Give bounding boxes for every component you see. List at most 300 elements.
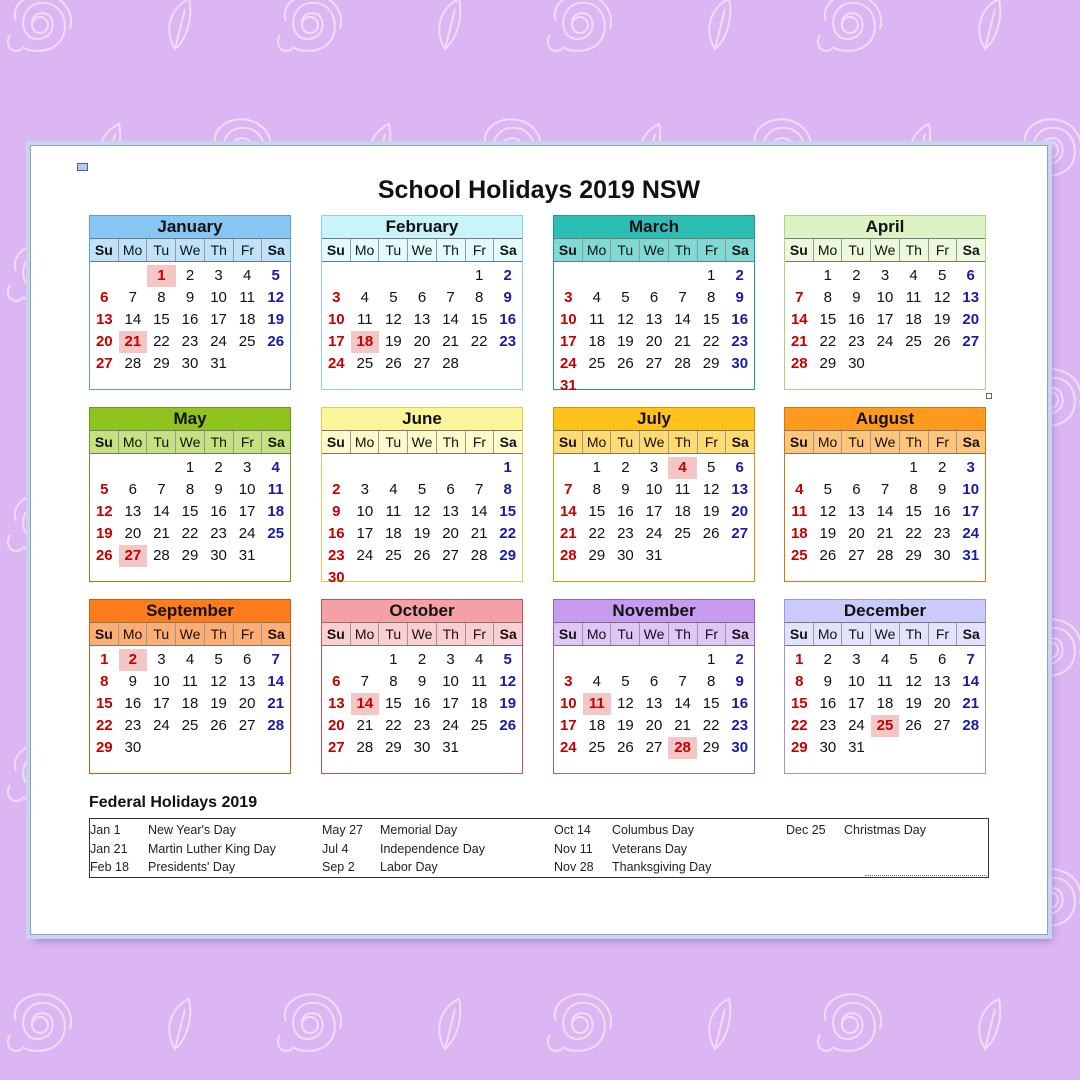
weekday-label: Tu bbox=[147, 431, 176, 453]
day-cell: 21 bbox=[674, 717, 691, 734]
day-cell: 4 bbox=[185, 651, 195, 668]
day-cell: 10 bbox=[356, 503, 374, 520]
holiday-date: Sep 2 bbox=[322, 860, 355, 874]
day-cell: 20 bbox=[327, 717, 345, 734]
weekday-label: Su bbox=[554, 623, 583, 645]
day-cell: 27 bbox=[848, 547, 865, 564]
weekday-header bbox=[785, 430, 985, 454]
leaf-decoration-icon bbox=[709, 0, 730, 49]
holiday-row bbox=[554, 858, 711, 877]
day-cell: 19 bbox=[267, 311, 285, 328]
day-cell: 15 bbox=[790, 695, 808, 712]
day-cell: 20 bbox=[442, 525, 459, 542]
day-cell: 20 bbox=[731, 503, 749, 520]
month-name: March bbox=[554, 216, 754, 238]
day-cell: 3 bbox=[852, 651, 861, 668]
day-cell: 7 bbox=[966, 651, 975, 668]
day-cell: 7 bbox=[157, 481, 166, 498]
weekday-label: We bbox=[640, 623, 669, 645]
day-cell: 10 bbox=[327, 311, 345, 328]
day-cell: 31 bbox=[848, 739, 865, 756]
weekday-label: Mo bbox=[119, 623, 148, 645]
day-cell: 22 bbox=[385, 717, 402, 734]
day-cell: 3 bbox=[360, 481, 370, 498]
day-cell: 26 bbox=[617, 355, 634, 372]
day-cell: 6 bbox=[966, 267, 975, 284]
day-cell: 6 bbox=[446, 481, 455, 498]
weekday-header bbox=[322, 622, 522, 646]
day-cell: 16 bbox=[819, 695, 837, 712]
weekday-label: Sa bbox=[267, 242, 285, 258]
day-cell: 17 bbox=[356, 525, 374, 542]
rose-decoration-icon bbox=[818, 994, 881, 1051]
weekday-label: We bbox=[176, 623, 205, 645]
day-cell: 21 bbox=[962, 695, 980, 712]
day-cell: 2 bbox=[735, 267, 744, 284]
empty-cell bbox=[322, 457, 351, 479]
day-cell: 17 bbox=[848, 695, 865, 712]
weekday-header bbox=[322, 430, 522, 454]
weekday-label: We bbox=[176, 239, 205, 261]
day-cell: 1 bbox=[706, 267, 716, 284]
weekday-label: Tu bbox=[147, 239, 176, 261]
day-cell: 17 bbox=[210, 311, 227, 328]
empty-cell bbox=[583, 649, 612, 671]
day-cell: 25 bbox=[267, 525, 285, 542]
day-cell: 26 bbox=[617, 739, 634, 756]
weekday-label: Su bbox=[785, 239, 814, 261]
day-cell: 12 bbox=[819, 503, 837, 520]
day-cell: 12 bbox=[905, 673, 922, 690]
day-cell: 8 bbox=[100, 673, 109, 690]
day-cell: 24 bbox=[876, 333, 894, 350]
day-cell: 26 bbox=[499, 717, 517, 734]
day-cell: 16 bbox=[731, 695, 749, 712]
weekday-label: Th bbox=[205, 623, 234, 645]
empty-cell bbox=[351, 265, 380, 287]
holiday-row bbox=[554, 840, 711, 859]
holiday-name: Independence Day bbox=[380, 841, 485, 856]
holiday-date: Jan 1 bbox=[90, 823, 121, 837]
day-cell: 27 bbox=[962, 333, 980, 350]
day-cell: 18 bbox=[876, 695, 894, 712]
day-cell: 15 bbox=[702, 311, 720, 328]
weekday-label: Sa bbox=[499, 434, 517, 450]
day-cell: 26 bbox=[210, 717, 227, 734]
empty-cell bbox=[611, 649, 640, 671]
day-cell: 20 bbox=[124, 525, 142, 542]
day-cell: 17 bbox=[559, 333, 577, 350]
day-cell: 5 bbox=[937, 267, 947, 284]
day-cell: 25 bbox=[588, 739, 606, 756]
day-cell: 9 bbox=[621, 481, 630, 498]
day-cell: 25 bbox=[674, 525, 691, 542]
day-cell: 23 bbox=[210, 525, 227, 542]
day-cell: 5 bbox=[909, 651, 918, 668]
day-cell: 2 bbox=[937, 459, 947, 476]
day-cell: 19 bbox=[617, 717, 634, 734]
rose-decoration-icon bbox=[278, 0, 341, 51]
weekday-label: Su bbox=[554, 239, 583, 261]
holiday-day-cell: 27 bbox=[119, 545, 148, 567]
month-june bbox=[321, 407, 523, 586]
day-cell: 8 bbox=[592, 481, 602, 498]
day-cell: 28 bbox=[470, 547, 488, 564]
day-cell: 19 bbox=[385, 333, 402, 350]
holiday-row bbox=[90, 821, 276, 840]
weekday-label: We bbox=[176, 431, 205, 453]
leaf-decoration-icon bbox=[439, 0, 460, 49]
holiday-column bbox=[554, 821, 711, 877]
day-cell: 11 bbox=[182, 673, 198, 690]
day-cell: 4 bbox=[909, 267, 918, 284]
day-cell: 7 bbox=[880, 481, 890, 498]
day-cell: 31 bbox=[442, 739, 459, 756]
day-cell: 5 bbox=[621, 289, 630, 306]
day-cell: 26 bbox=[819, 547, 837, 564]
day-cell: 15 bbox=[702, 695, 720, 712]
day-grid bbox=[785, 262, 985, 375]
day-cell: 5 bbox=[389, 289, 398, 306]
day-cell: 11 bbox=[905, 289, 922, 306]
empty-cell bbox=[611, 265, 640, 287]
empty-cell bbox=[465, 457, 494, 479]
holiday-date: Nov 11 bbox=[554, 841, 593, 856]
day-cell: 12 bbox=[499, 673, 517, 690]
weekday-header bbox=[90, 430, 290, 454]
footer-note-line bbox=[865, 875, 987, 878]
day-cell: 4 bbox=[795, 481, 804, 498]
day-cell: 17 bbox=[645, 503, 663, 520]
rose-decoration-icon bbox=[8, 0, 71, 51]
day-cell: 6 bbox=[100, 289, 109, 306]
day-cell: 1 bbox=[795, 651, 804, 668]
weekday-label: Tu bbox=[611, 431, 640, 453]
weekday-header bbox=[554, 238, 754, 262]
day-cell: 30 bbox=[413, 739, 431, 756]
day-cell: 14 bbox=[470, 503, 488, 520]
day-cell: 20 bbox=[962, 311, 980, 328]
day-cell: 7 bbox=[678, 673, 687, 690]
empty-cell bbox=[119, 457, 148, 479]
day-cell: 7 bbox=[564, 481, 573, 498]
day-cell: 18 bbox=[181, 695, 199, 712]
month-name: October bbox=[322, 600, 522, 622]
weekday-label: We bbox=[640, 239, 669, 261]
day-cell: 22 bbox=[181, 525, 199, 542]
day-cell: 9 bbox=[503, 289, 512, 306]
day-cell: 22 bbox=[905, 525, 922, 542]
day-cell: 15 bbox=[385, 695, 402, 712]
month-name: February bbox=[322, 216, 522, 238]
weekday-label: Su bbox=[785, 431, 814, 453]
weekday-header bbox=[785, 238, 985, 262]
day-cell: 30 bbox=[848, 355, 865, 372]
day-cell: 15 bbox=[181, 503, 199, 520]
day-cell: 23 bbox=[731, 333, 749, 350]
day-cell: 3 bbox=[564, 289, 573, 306]
table-handle-icon bbox=[77, 163, 88, 171]
day-cell: 2 bbox=[852, 267, 861, 284]
empty-cell bbox=[119, 265, 148, 287]
weekday-label: Su bbox=[90, 431, 119, 453]
day-cell: 3 bbox=[242, 459, 252, 476]
day-cell: 3 bbox=[157, 651, 166, 668]
day-cell: 5 bbox=[271, 267, 280, 284]
day-cell: 21 bbox=[356, 717, 374, 734]
month-august bbox=[784, 407, 986, 582]
day-cell: 11 bbox=[877, 673, 893, 690]
day-cell: 1 bbox=[706, 651, 716, 668]
month-name: January bbox=[90, 216, 290, 238]
weekday-label: Th bbox=[900, 239, 929, 261]
weekday-label: Fr bbox=[466, 239, 495, 261]
empty-cell bbox=[322, 649, 351, 671]
day-cell: 13 bbox=[731, 481, 749, 498]
holiday-row bbox=[322, 858, 485, 877]
holiday-day-cell: 25 bbox=[871, 715, 900, 737]
day-cell: 16 bbox=[848, 311, 865, 328]
month-march bbox=[553, 215, 755, 394]
day-cell: 13 bbox=[848, 503, 865, 520]
day-cell: 12 bbox=[385, 311, 402, 328]
day-cell: 9 bbox=[185, 289, 195, 306]
day-cell: 14 bbox=[442, 311, 459, 328]
day-cell: 25 bbox=[790, 547, 808, 564]
day-cell: 6 bbox=[332, 673, 341, 690]
weekday-label: Th bbox=[669, 431, 698, 453]
day-cell: 27 bbox=[645, 739, 663, 756]
weekday-label: Th bbox=[900, 431, 929, 453]
day-cell: 31 bbox=[559, 377, 577, 394]
weekday-label: Th bbox=[669, 623, 698, 645]
day-cell: 23 bbox=[848, 333, 865, 350]
day-cell: 3 bbox=[214, 267, 223, 284]
day-cell: 8 bbox=[909, 481, 918, 498]
day-cell: 13 bbox=[327, 695, 345, 712]
day-cell: 12 bbox=[210, 673, 227, 690]
resize-handle-icon bbox=[986, 393, 992, 399]
day-cell: 24 bbox=[210, 333, 227, 350]
day-cell: 26 bbox=[267, 333, 285, 350]
day-cell: 11 bbox=[239, 289, 255, 306]
day-cell: 12 bbox=[95, 503, 113, 520]
day-cell: 5 bbox=[621, 673, 630, 690]
weekday-label: Sa bbox=[267, 434, 285, 450]
day-cell: 15 bbox=[499, 503, 517, 520]
day-cell: 5 bbox=[823, 481, 833, 498]
day-cell: 2 bbox=[823, 651, 833, 668]
day-cell: 25 bbox=[385, 547, 402, 564]
month-july bbox=[553, 407, 755, 582]
weekday-label: Su bbox=[322, 623, 351, 645]
day-cell: 13 bbox=[95, 311, 113, 328]
day-cell: 14 bbox=[153, 503, 170, 520]
day-cell: 2 bbox=[503, 267, 512, 284]
day-cell: 13 bbox=[413, 311, 431, 328]
day-cell: 24 bbox=[848, 717, 865, 734]
rose-decoration-icon bbox=[818, 0, 881, 51]
day-cell: 17 bbox=[962, 503, 980, 520]
day-cell: 16 bbox=[933, 503, 951, 520]
empty-cell bbox=[436, 265, 465, 287]
day-cell: 6 bbox=[242, 651, 252, 668]
leaf-decoration-icon bbox=[169, 999, 190, 1049]
day-cell: 29 bbox=[181, 547, 199, 564]
day-cell: 15 bbox=[588, 503, 606, 520]
day-cell: 10 bbox=[876, 289, 894, 306]
day-cell: 8 bbox=[157, 289, 166, 306]
day-cell: 30 bbox=[327, 569, 345, 586]
day-cell: 12 bbox=[617, 311, 634, 328]
month-december bbox=[784, 599, 986, 774]
empty-cell bbox=[351, 457, 380, 479]
day-cell: 9 bbox=[823, 673, 833, 690]
day-cell: 16 bbox=[499, 311, 517, 328]
empty-cell bbox=[583, 265, 612, 287]
day-grid bbox=[554, 454, 754, 567]
month-name: May bbox=[90, 408, 290, 430]
day-cell: 14 bbox=[267, 673, 285, 690]
day-cell: 25 bbox=[588, 355, 606, 372]
holiday-date: Jan 21 bbox=[90, 841, 128, 856]
weekday-header bbox=[90, 622, 290, 646]
weekday-label: Fr bbox=[698, 623, 727, 645]
day-cell: 23 bbox=[933, 525, 951, 542]
weekday-label: Sa bbox=[731, 626, 749, 642]
empty-cell bbox=[640, 265, 669, 287]
day-cell: 22 bbox=[95, 717, 113, 734]
leaf-decoration-icon bbox=[439, 999, 460, 1049]
weekday-label: Th bbox=[205, 431, 234, 453]
weekday-label: Mo bbox=[583, 239, 612, 261]
day-cell: 16 bbox=[413, 695, 431, 712]
weekday-label: Tu bbox=[611, 239, 640, 261]
weekday-label: We bbox=[871, 239, 900, 261]
day-cell: 2 bbox=[214, 459, 223, 476]
day-cell: 20 bbox=[645, 717, 663, 734]
empty-cell bbox=[554, 649, 583, 671]
day-cell: 12 bbox=[267, 289, 285, 306]
day-cell: 29 bbox=[702, 355, 720, 372]
day-cell: 22 bbox=[588, 525, 606, 542]
day-cell: 17 bbox=[876, 311, 894, 328]
empty-cell bbox=[436, 457, 465, 479]
day-cell: 2 bbox=[185, 267, 195, 284]
day-cell: 6 bbox=[417, 289, 427, 306]
holiday-date: Feb 18 bbox=[90, 860, 129, 874]
day-cell: 14 bbox=[674, 695, 691, 712]
holiday-day-cell: 28 bbox=[668, 737, 697, 759]
day-cell: 4 bbox=[271, 459, 280, 476]
day-cell: 4 bbox=[360, 289, 370, 306]
weekday-label: Su bbox=[90, 623, 119, 645]
empty-cell bbox=[351, 649, 380, 671]
day-cell: 27 bbox=[731, 525, 749, 542]
day-cell: 21 bbox=[790, 333, 808, 350]
day-cell: 12 bbox=[933, 289, 951, 306]
day-cell: 9 bbox=[852, 289, 861, 306]
day-cell: 7 bbox=[128, 289, 138, 306]
weekday-label: Th bbox=[437, 239, 466, 261]
day-cell: 26 bbox=[905, 717, 922, 734]
month-name: July bbox=[554, 408, 754, 430]
day-cell: 18 bbox=[470, 695, 488, 712]
weekday-label: Mo bbox=[814, 239, 843, 261]
day-cell: 14 bbox=[962, 673, 980, 690]
month-name: April bbox=[785, 216, 985, 238]
day-cell: 19 bbox=[617, 333, 634, 350]
day-cell: 24 bbox=[559, 739, 577, 756]
day-cell: 23 bbox=[181, 333, 199, 350]
day-cell: 16 bbox=[124, 695, 142, 712]
day-cell: 2 bbox=[332, 481, 341, 498]
day-cell: 25 bbox=[238, 333, 256, 350]
day-cell: 29 bbox=[499, 547, 517, 564]
day-cell: 29 bbox=[790, 739, 808, 756]
day-cell: 30 bbox=[731, 355, 749, 372]
holiday-name: Veterans Day bbox=[612, 841, 688, 856]
day-cell: 24 bbox=[962, 525, 980, 542]
weekday-header bbox=[785, 622, 985, 646]
day-cell: 29 bbox=[905, 547, 922, 564]
day-cell: 18 bbox=[674, 503, 691, 520]
weekday-label: We bbox=[640, 431, 669, 453]
weekday-label: Mo bbox=[814, 623, 843, 645]
day-cell: 21 bbox=[559, 525, 577, 542]
day-cell: 1 bbox=[503, 459, 512, 476]
day-cell: 8 bbox=[185, 481, 195, 498]
weekday-label: Su bbox=[90, 239, 119, 261]
holiday-row bbox=[786, 821, 926, 840]
day-grid bbox=[322, 646, 522, 759]
day-cell: 1 bbox=[389, 651, 398, 668]
day-cell: 18 bbox=[588, 717, 606, 734]
weekday-label: Tu bbox=[147, 623, 176, 645]
day-cell: 6 bbox=[649, 289, 659, 306]
day-cell: 22 bbox=[702, 333, 720, 350]
day-cell: 23 bbox=[413, 717, 431, 734]
day-cell: 23 bbox=[327, 547, 345, 564]
day-cell: 9 bbox=[332, 503, 341, 520]
day-cell: 18 bbox=[905, 311, 922, 328]
federal-holidays-title: Federal Holidays 2019 bbox=[89, 794, 258, 811]
weekday-label: Fr bbox=[929, 431, 958, 453]
weekday-header bbox=[554, 430, 754, 454]
weekday-header bbox=[554, 622, 754, 646]
federal-holidays-table bbox=[89, 818, 989, 878]
day-cell: 29 bbox=[153, 355, 170, 372]
weekday-label: Sa bbox=[499, 242, 517, 258]
day-cell: 20 bbox=[238, 695, 256, 712]
holiday-day-cell: 14 bbox=[351, 693, 380, 715]
holiday-column bbox=[90, 821, 276, 877]
weekday-label: We bbox=[408, 623, 437, 645]
weekday-label: Fr bbox=[466, 623, 495, 645]
day-cell: 17 bbox=[442, 695, 459, 712]
day-cell: 13 bbox=[933, 673, 951, 690]
weekday-label: Th bbox=[205, 239, 234, 261]
weekday-label: Th bbox=[437, 623, 466, 645]
holiday-name: New Year's Day bbox=[148, 823, 236, 837]
day-cell: 8 bbox=[503, 481, 512, 498]
day-cell: 7 bbox=[360, 673, 370, 690]
day-cell: 22 bbox=[499, 525, 517, 542]
day-cell: 22 bbox=[153, 333, 170, 350]
day-cell: 24 bbox=[356, 547, 374, 564]
day-cell: 23 bbox=[499, 333, 517, 350]
day-cell: 10 bbox=[442, 673, 459, 690]
